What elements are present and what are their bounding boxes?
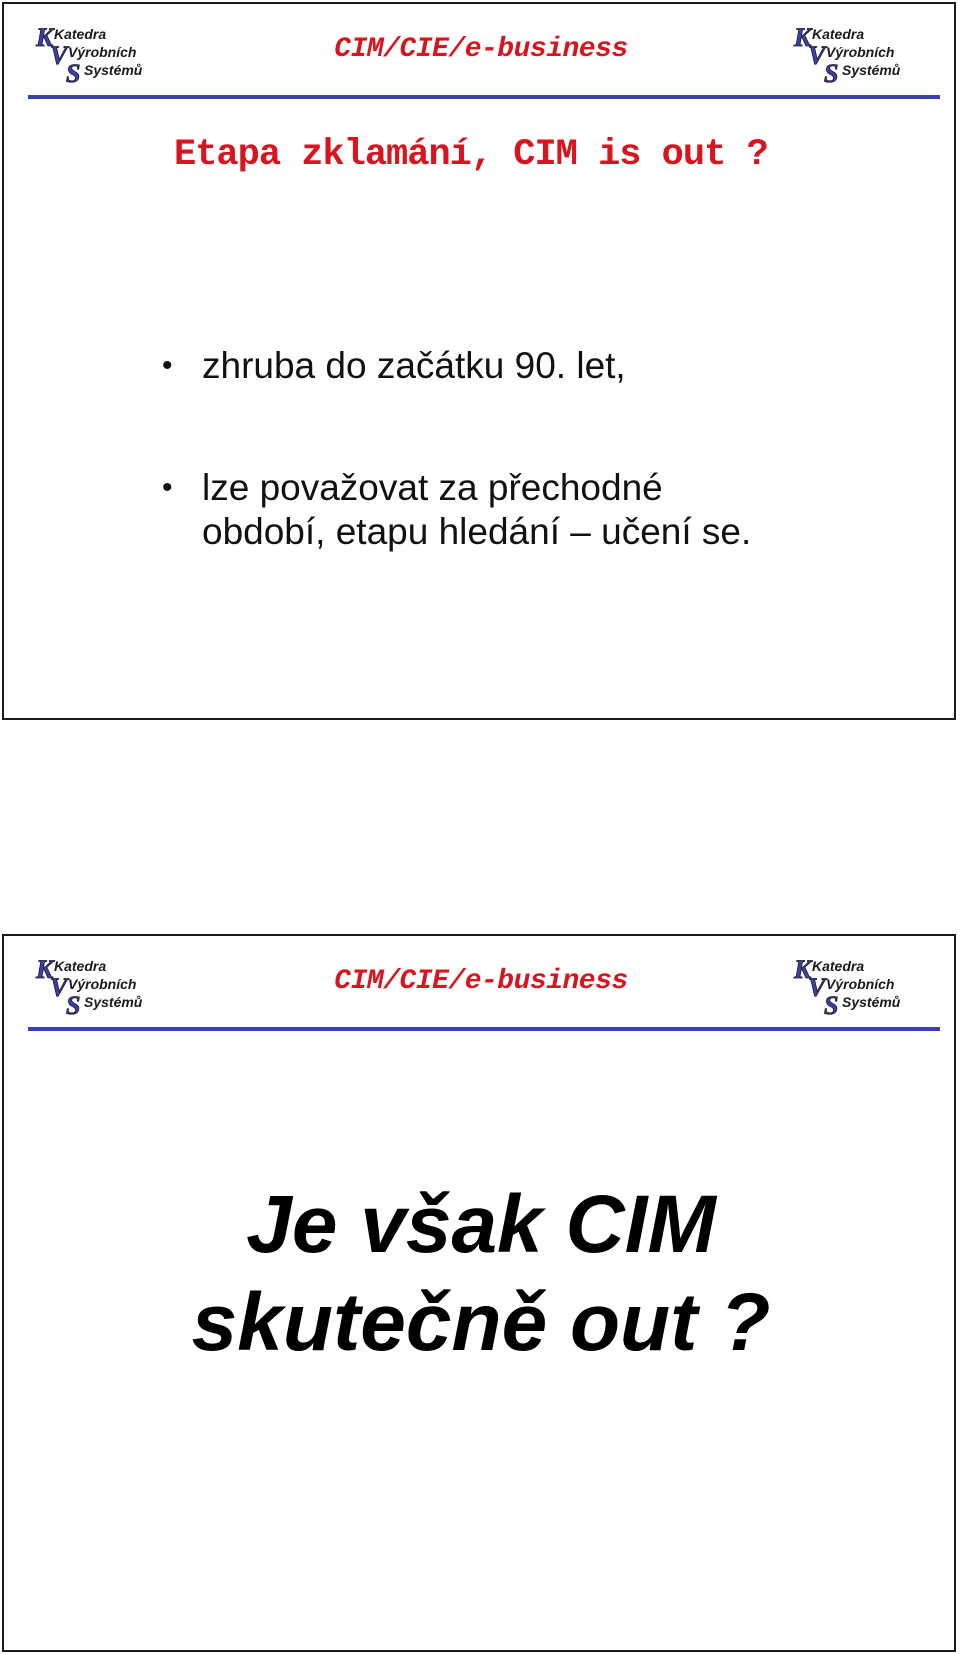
svg-text:V: V xyxy=(50,973,68,1002)
logo-text-line2: Výrobních xyxy=(826,976,895,992)
logo-text-line1: Katedra xyxy=(812,26,865,42)
logo-text-line1: Katedra xyxy=(54,26,107,42)
slide-heading: Etapa zklamání, CIM is out ? xyxy=(174,134,768,176)
logo-text-line3: Systémů xyxy=(84,994,143,1010)
svg-text:V: V xyxy=(50,41,68,70)
bullet-item xyxy=(162,344,626,388)
question-line-1: Je však CIM xyxy=(246,1179,716,1270)
logo-text-line3: Systémů xyxy=(84,62,143,78)
logo-text-line1: Katedra xyxy=(54,958,107,974)
svg-text:V: V xyxy=(808,973,826,1002)
svg-text:S: S xyxy=(824,59,839,84)
main-question xyxy=(4,1176,956,1372)
logo-text-line2: Výrobních xyxy=(826,44,895,60)
svg-text:K: K xyxy=(794,23,812,52)
svg-text:S: S xyxy=(66,991,81,1016)
svg-text:K: K xyxy=(794,955,812,984)
logo-text-line3: Systémů xyxy=(842,994,901,1010)
svg-text:V: V xyxy=(808,41,826,70)
logo-text-line1: Katedra xyxy=(812,958,865,974)
department-logo-right xyxy=(792,22,942,84)
svg-text:S: S xyxy=(824,991,839,1016)
header-divider xyxy=(28,1027,940,1031)
logo-text-line2: Výrobních xyxy=(68,44,137,60)
slide-2 xyxy=(2,934,956,1652)
svg-text:K: K xyxy=(36,955,54,984)
bullet-marker: • xyxy=(162,349,173,382)
question-line-2: skutečně out ? xyxy=(191,1277,771,1368)
header-title: CIM/CIE/e-business xyxy=(334,966,628,997)
logo-text-line3: Systémů xyxy=(842,62,901,78)
logo-text-line2: Výrobních xyxy=(68,976,137,992)
bullet-text: zhruba do začátku 90. let, xyxy=(202,345,626,386)
bullet-item xyxy=(162,466,751,554)
header-title: CIM/CIE/e-business xyxy=(334,34,628,65)
svg-text:K: K xyxy=(36,23,54,52)
katedra-logo-icon xyxy=(792,22,942,84)
svg-text:S: S xyxy=(66,59,81,84)
slide-1 xyxy=(2,2,956,720)
department-logo-right xyxy=(792,954,942,1016)
bullet-text: lze považovat za přechodné období, etapu hledání – učení se. xyxy=(202,467,752,552)
katedra-logo-icon xyxy=(792,954,942,1016)
bullet-marker: • xyxy=(162,471,173,504)
header-divider xyxy=(28,95,940,99)
